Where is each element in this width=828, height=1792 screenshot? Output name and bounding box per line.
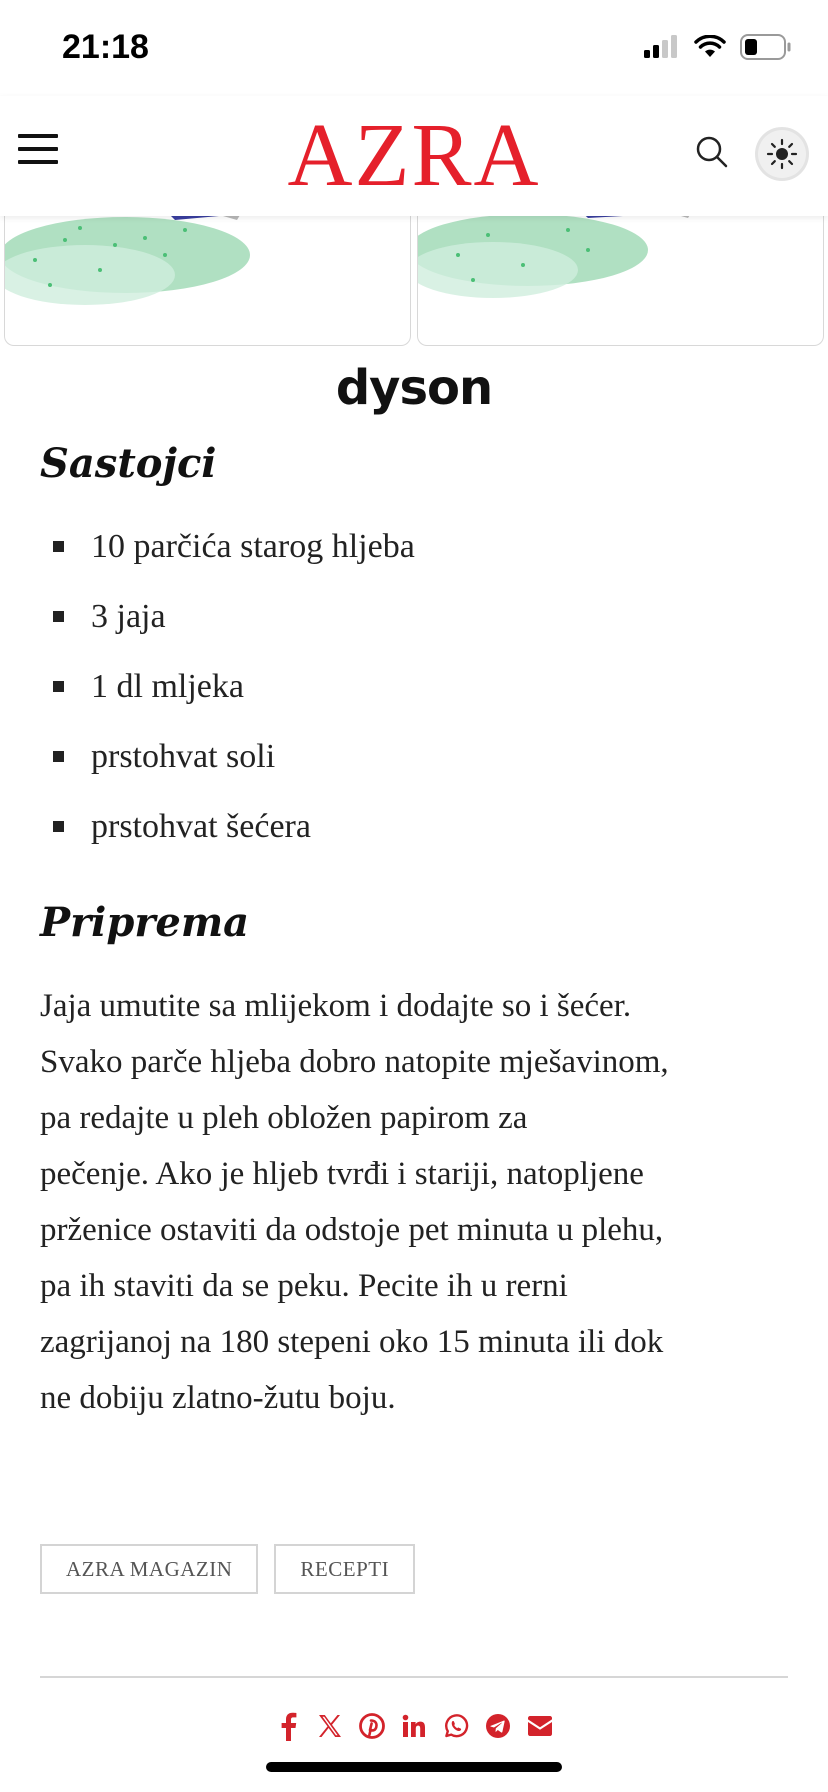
ad-product-image[interactable] (417, 200, 824, 346)
article-body (40, 440, 790, 1426)
preparation-line: ne dobiju zlatno-žutu boju. (40, 1380, 396, 1416)
site-logo[interactable]: AZRA (287, 106, 541, 205)
ingredient-text: 1 dl mljeka (91, 668, 244, 705)
telegram-share-button[interactable] (484, 1710, 512, 1742)
whatsapp-icon (443, 1713, 469, 1739)
preparation-line: pa ih staviti da se peku. Pecite ih u rerni (40, 1268, 568, 1304)
preparation-line: Jaja umutite sa mlijekom i dodajte so i šećer. (40, 988, 632, 1024)
theme-toggle-button[interactable] (758, 130, 806, 178)
ingredients-heading: Sastojci (40, 440, 217, 487)
sun-icon (766, 138, 798, 170)
ad-brand-logo[interactable]: dyson (335, 360, 493, 416)
wifi-icon (694, 35, 726, 64)
article-tags (40, 1544, 415, 1594)
linkedin-share-button[interactable] (400, 1710, 428, 1742)
preparation-line: zagrijanoj na 180 stepeni oko 15 minuta ili dok (40, 1324, 664, 1360)
x-share-button[interactable] (316, 1710, 344, 1742)
list-item (40, 667, 790, 737)
ingredients-list (40, 527, 790, 877)
status-bar (0, 0, 828, 96)
preparation-text (40, 978, 790, 1426)
telegram-icon (485, 1713, 511, 1739)
preparation-line: Svako parče hljeba dobro natopite mješavinom, (40, 1044, 669, 1080)
bullet-icon (53, 681, 64, 692)
facebook-icon (279, 1711, 297, 1741)
share-bar (0, 1710, 828, 1742)
status-time: 21:18 (62, 28, 149, 66)
ad-product-image[interactable] (4, 200, 411, 346)
bullet-icon (53, 611, 64, 622)
cellular-signal-icon (644, 35, 680, 64)
tag-azra-magazin[interactable]: AZRA MAGAZIN (40, 1544, 258, 1594)
preparation-line: pečenje. Ako je hljeb tvrđi i stariji, natopljene (40, 1156, 644, 1192)
search-icon (694, 134, 730, 170)
site-header (0, 96, 828, 216)
status-icons (644, 34, 792, 65)
home-indicator[interactable] (266, 1762, 562, 1772)
email-icon (526, 1714, 554, 1738)
battery-icon (740, 34, 792, 65)
pinterest-icon (359, 1713, 385, 1739)
preparation-heading: Priprema (40, 899, 250, 946)
list-item (40, 527, 790, 597)
ingredient-text: prstohvat soli (91, 738, 276, 775)
search-button[interactable] (694, 134, 734, 174)
list-item (40, 737, 790, 807)
tag-recepti[interactable]: RECEPTI (274, 1544, 415, 1594)
email-share-button[interactable] (526, 1710, 554, 1742)
list-item (40, 807, 790, 877)
ad-image-strip[interactable] (4, 200, 824, 346)
list-item (40, 597, 790, 667)
preparation-line: pa redajte u pleh obložen papirom za (40, 1100, 528, 1136)
whatsapp-share-button[interactable] (442, 1710, 470, 1742)
ingredient-text: prstohvat šećera (91, 808, 311, 845)
divider (40, 1676, 788, 1678)
bullet-icon (53, 751, 64, 762)
bullet-icon (53, 541, 64, 552)
ingredient-text: 3 jaja (91, 598, 166, 635)
x-icon (317, 1713, 343, 1739)
preparation-line: prženice ostaviti da odstoje pet minuta u plehu, (40, 1212, 664, 1248)
facebook-share-button[interactable] (274, 1710, 302, 1742)
linkedin-icon (401, 1713, 427, 1739)
pinterest-share-button[interactable] (358, 1710, 386, 1742)
ingredient-text: 10 parčića starog hljeba (91, 528, 415, 565)
bullet-icon (53, 821, 64, 832)
